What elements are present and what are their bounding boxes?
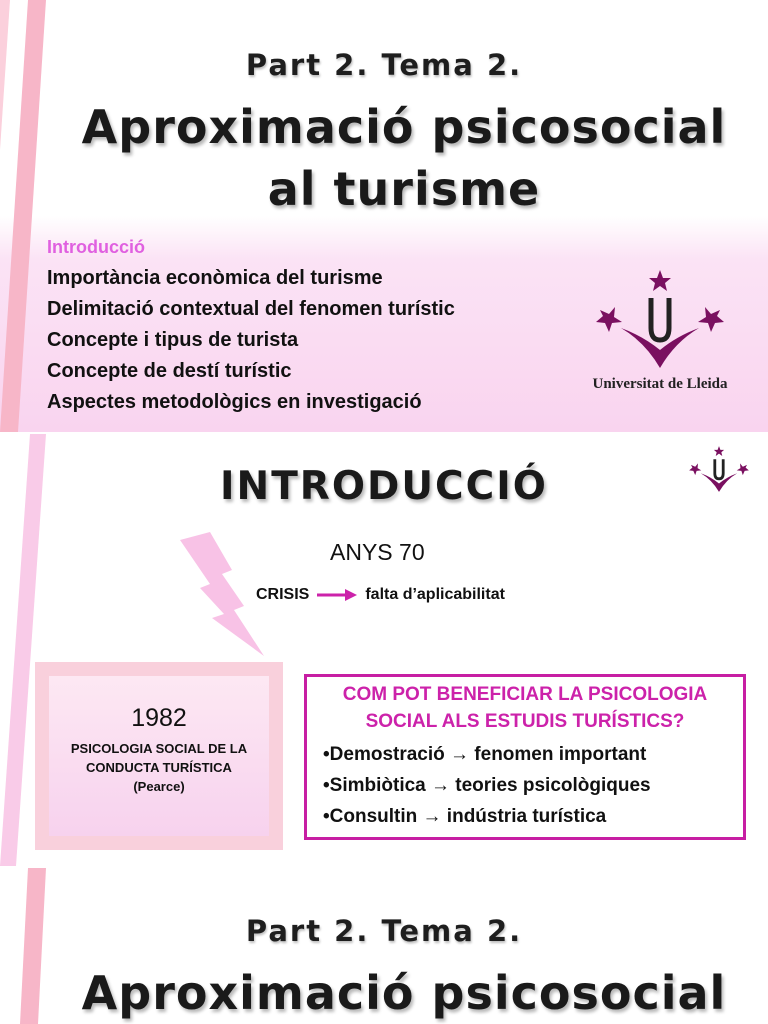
question-title (317, 681, 733, 735)
question-line-2: SOCIAL ALS ESTUDIS TURÍSTICS? (365, 711, 685, 732)
university-logo (585, 270, 735, 393)
list-item: •Simbiòtica → teories psicològiques (323, 775, 651, 796)
consequence-label: falta d’aplicabilitat (365, 586, 505, 603)
card-text (49, 739, 269, 796)
agenda-item: Concepte i tipus de turista (47, 329, 299, 351)
card-line-1: PSICOLOGIA SOCIAL DE LA (70, 741, 248, 756)
card-line-2: CONDUCTA TURÍSTICA (86, 760, 232, 775)
years-label: ANYS 70 (330, 539, 425, 565)
question-box (304, 674, 746, 840)
university-emblem-icon (585, 270, 735, 370)
agenda-item-current: Introducció (47, 237, 145, 257)
page-title (40, 96, 768, 220)
title-line-2: al turisme (267, 162, 541, 216)
card-line-3: (Pearce) (133, 779, 185, 794)
section-title: INTRODUCCIÓ (220, 464, 548, 509)
section-kicker: Part 2. Tema 2. (245, 914, 523, 948)
arrow-right-icon (317, 588, 357, 602)
section-kicker: Part 2. Tema 2. (245, 48, 523, 82)
question-line-1: COM POT BENEFICIAR LA PSICOLOGIA (342, 684, 708, 705)
agenda-item: Aspectes metodològics en investigació (47, 391, 422, 413)
crisis-label: CRISIS (256, 586, 310, 603)
pearce-card-content (49, 676, 269, 836)
agenda-item: Delimitació contextual del fenomen turístic (47, 298, 455, 320)
list-item: •Demostració → fenomen important (323, 744, 647, 765)
slide-introduction (0, 434, 768, 866)
question-points (323, 739, 733, 832)
agenda-list (47, 232, 455, 418)
pearce-card (35, 662, 283, 850)
card-year: 1982 (131, 704, 187, 732)
slide-title (0, 0, 768, 432)
slide-title-repeat (0, 868, 768, 1024)
agenda-item: Concepte de destí turístic (47, 360, 292, 382)
page-title: Aproximació psicosocial (81, 966, 727, 1020)
logo-caption: Universitat de Lleida (592, 376, 728, 392)
list-item: •Consultin → indústria turística (323, 806, 607, 827)
title-line-1: Aproximació psicosocial (81, 100, 727, 154)
crisis-row (256, 586, 505, 604)
agenda-item: Importància econòmica del turisme (47, 267, 383, 289)
